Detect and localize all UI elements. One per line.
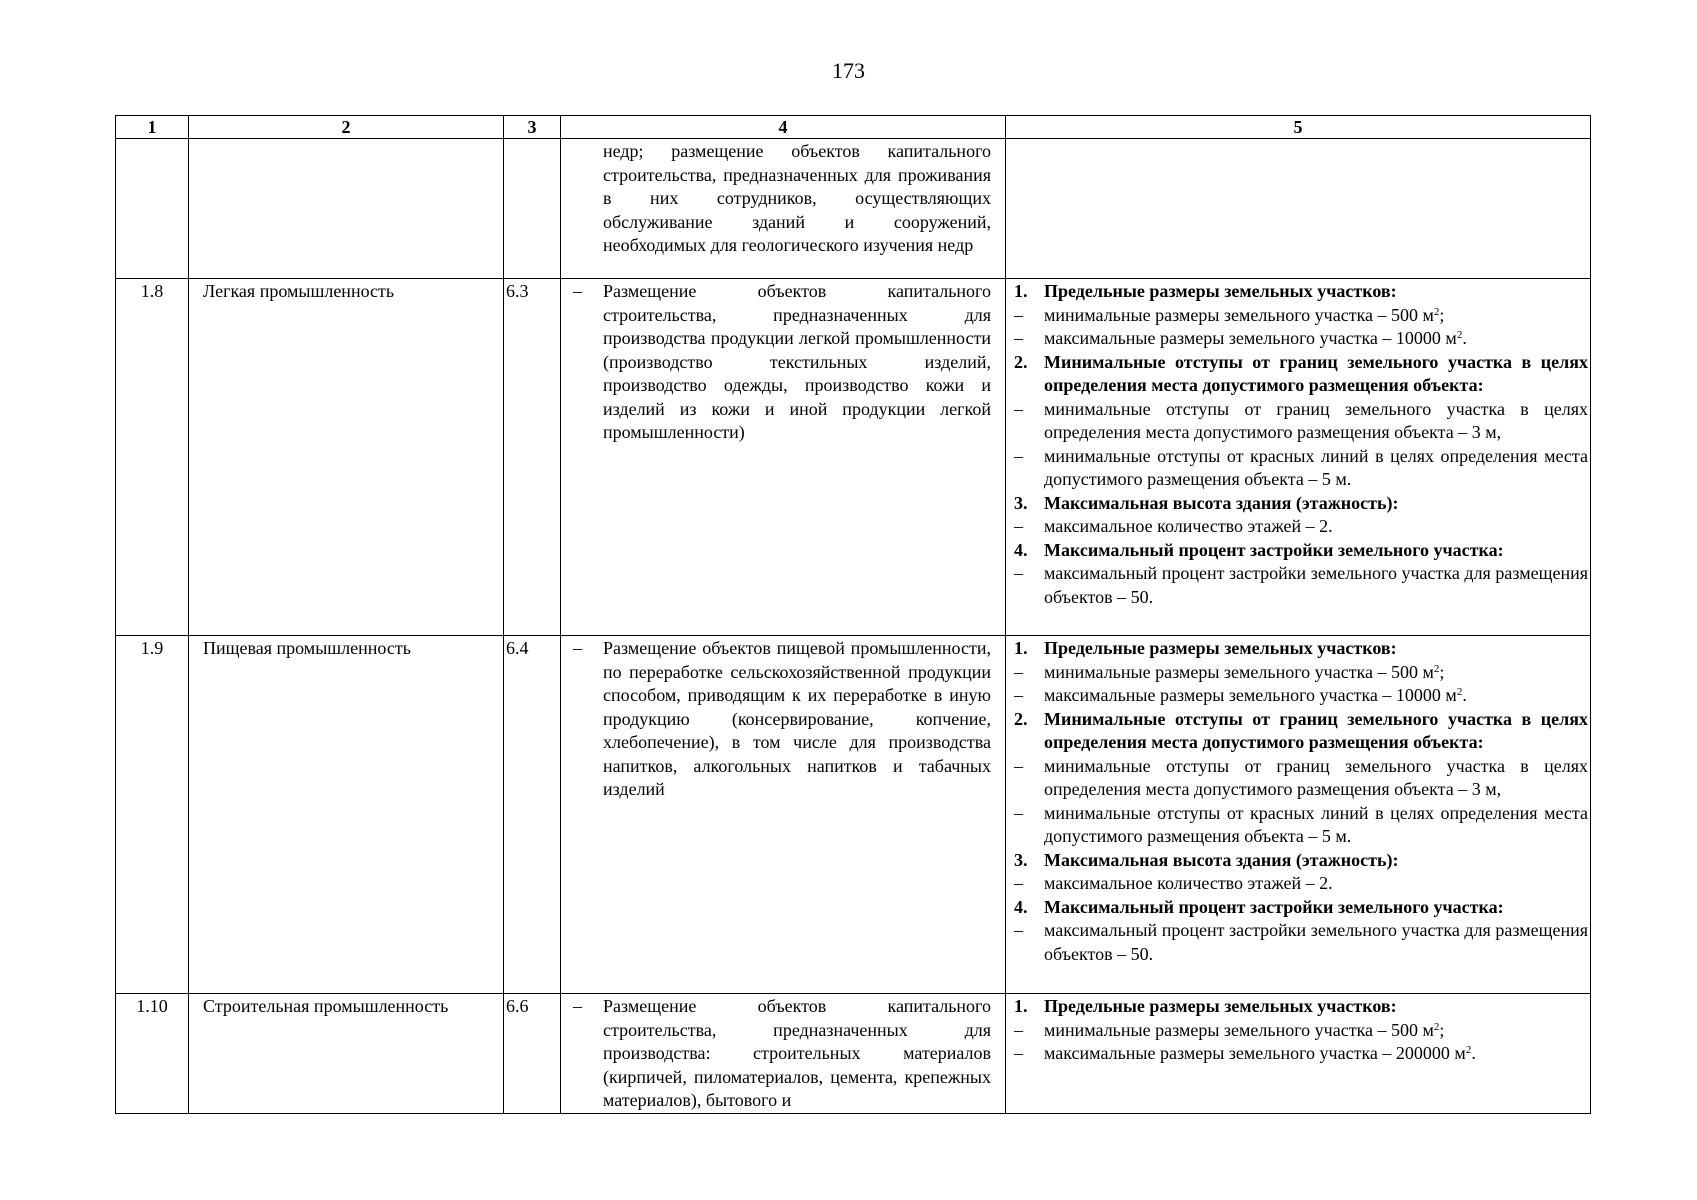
param-text: Предельные размеры земельных участков: xyxy=(1044,638,1397,658)
param-marker: – xyxy=(1014,685,1023,705)
param-marker: – xyxy=(1014,398,1023,419)
row-name: Пищевая промышленность xyxy=(203,638,411,658)
param-item xyxy=(1014,351,1588,398)
param-item xyxy=(1014,684,1588,708)
row-number: 1.8 xyxy=(140,281,164,301)
cont-name-cell xyxy=(189,139,504,279)
param-text: минимальные размеры земельного участка – 500 м xyxy=(1044,1019,1434,1040)
param-item xyxy=(1014,304,1588,328)
param-text: минимальные размеры земельного участка – 500 м xyxy=(1044,661,1434,682)
row-code-cell xyxy=(504,994,561,1114)
param-text: максимальное количество этажей – 2. xyxy=(1044,516,1333,536)
param-marker: 3. xyxy=(1014,492,1028,513)
param-text: Максимальный процент застройки земельного участка: xyxy=(1044,539,1504,560)
param-text: Минимальные отступы от границ земельного участка в целях определения места допустимого размещения объекта: xyxy=(1044,351,1588,395)
row-code-cell xyxy=(504,636,561,994)
param-item xyxy=(1014,802,1588,849)
header-col-4: 4 xyxy=(561,116,1006,139)
param-marker: – xyxy=(1014,661,1023,682)
param-text: Максимальный процент застройки земельного участка: xyxy=(1044,896,1504,917)
row-desc-cell xyxy=(561,994,1006,1114)
param-marker: 2. xyxy=(1014,351,1028,372)
param-marker: – xyxy=(1014,802,1023,823)
param-text: Минимальные отступы от границ земельного участка в целях определения места допустимого размещения объекта: xyxy=(1044,708,1588,752)
cont-params-cell xyxy=(1006,139,1591,279)
param-text: максимальное количество этажей – 2. xyxy=(1044,873,1333,893)
param-end: ; xyxy=(1439,304,1445,325)
param-text: максимальные размеры земельного участка – 10000 м xyxy=(1044,328,1457,348)
param-marker: 2. xyxy=(1014,708,1028,729)
param-text: Максимальная высота здания (этажность): xyxy=(1044,492,1399,513)
cont-code-cell xyxy=(504,139,561,279)
row-number-cell xyxy=(116,279,189,636)
continuation-row xyxy=(116,139,1591,279)
row-number: 1.10 xyxy=(136,996,168,1016)
param-marker: – xyxy=(1014,516,1023,536)
param-text: минимальные отступы от красных линий в целях определения места допустимого размещения объекта – 5 м. xyxy=(1044,445,1588,489)
zoning-table xyxy=(115,115,1591,1114)
param-item xyxy=(1014,637,1588,661)
row-code: 6.4 xyxy=(506,638,529,658)
param-marker: 1. xyxy=(1014,638,1028,658)
row-number-cell xyxy=(116,636,189,994)
param-text: минимальные отступы от красных линий в целях определения места допустимого размещения объекта – 5 м. xyxy=(1044,802,1588,846)
param-marker: – xyxy=(1014,755,1023,776)
row-name-cell xyxy=(189,279,504,636)
row-name-cell xyxy=(189,994,504,1114)
desc-dash: – xyxy=(573,281,582,301)
row-desc: Размещение объектов пищевой промышленности, по переработке сельскохозяйственной продукции способом, приводящим к их переработке в иную продукцию (консервирование, копчение, хлебопечение), в том числе для производства напитков, алкогольных напитков и табачных изделий xyxy=(603,638,991,799)
param-item xyxy=(1014,849,1588,873)
param-text: максимальный процент застройки земельного участка для размещения объектов – 50. xyxy=(1044,563,1588,607)
header-col-5: 5 xyxy=(1006,116,1591,139)
param-marker: 3. xyxy=(1014,849,1028,870)
param-item xyxy=(1014,1042,1588,1066)
param-item xyxy=(1014,492,1588,516)
param-superscript: 2 xyxy=(1456,329,1463,341)
row-desc: Размещение объектов капитального строительства, предназначенных для производства продукции легкой промышленности (производство текстильных изделий, производство одежды, производство кожи и изделий из кожи и иной продукции легкой промышленности) xyxy=(603,281,991,442)
param-item xyxy=(1014,515,1588,539)
param-item xyxy=(1014,539,1588,563)
header-col-2: 2 xyxy=(189,116,504,139)
param-item xyxy=(1014,995,1588,1019)
cont-num-cell xyxy=(116,139,189,279)
param-item xyxy=(1014,562,1588,609)
param-item xyxy=(1014,661,1588,685)
param-marker: – xyxy=(1014,920,1023,940)
param-text: Максимальная высота здания (этажность): xyxy=(1044,849,1399,870)
row-code: 6.3 xyxy=(506,281,529,301)
param-text: минимальные размеры земельного участка – 500 м xyxy=(1044,304,1434,325)
param-text: максимальные размеры земельного участка – 200000 м xyxy=(1044,1043,1466,1063)
param-marker: 1. xyxy=(1014,996,1028,1016)
param-text: максимальные размеры земельного участка – 10000 м xyxy=(1044,685,1457,705)
param-marker: – xyxy=(1014,1043,1023,1063)
param-item xyxy=(1014,708,1588,755)
param-item xyxy=(1014,755,1588,802)
param-end: ; xyxy=(1439,1019,1445,1040)
row-code-cell xyxy=(504,279,561,636)
row-name: Легкая промышленность xyxy=(203,281,395,301)
param-superscript: 2 xyxy=(1456,686,1463,698)
param-text: Предельные размеры земельных участков: xyxy=(1044,996,1397,1016)
header-col-1: 1 xyxy=(116,116,189,139)
row-params-cell xyxy=(1006,636,1591,994)
table-row xyxy=(116,636,1591,994)
param-text: минимальные отступы от границ земельного участка в целях определения места допустимого размещения объекта – 3 м, xyxy=(1044,398,1588,442)
row-code: 6.6 xyxy=(506,996,529,1016)
param-marker: – xyxy=(1014,563,1023,583)
row-desc-cell xyxy=(561,636,1006,994)
param-item xyxy=(1014,872,1588,896)
desc-dash: – xyxy=(573,996,582,1016)
param-item xyxy=(1014,327,1588,351)
param-marker: 1. xyxy=(1014,281,1028,301)
page-number: 173 xyxy=(832,58,865,83)
row-number-cell xyxy=(116,994,189,1114)
table-row xyxy=(116,279,1591,636)
param-item xyxy=(1014,1019,1588,1043)
param-marker: – xyxy=(1014,328,1023,348)
row-name: Строительная промышленность xyxy=(203,996,449,1016)
header-col-3: 3 xyxy=(504,116,561,139)
row-name-cell xyxy=(189,636,504,994)
param-item xyxy=(1014,280,1588,304)
param-superscript: 2 xyxy=(1433,305,1440,318)
param-superscript: 2 xyxy=(1433,1020,1440,1033)
param-end: . xyxy=(1471,1043,1476,1063)
param-marker: 4. xyxy=(1014,539,1028,560)
param-text: Предельные размеры земельных участков: xyxy=(1044,281,1397,301)
param-marker: 4. xyxy=(1014,896,1028,917)
param-marker: – xyxy=(1014,1019,1023,1040)
row-params-cell xyxy=(1006,279,1591,636)
param-item xyxy=(1014,896,1588,920)
param-text: максимальный процент застройки земельного участка для размещения объектов – 50. xyxy=(1044,920,1588,964)
param-item xyxy=(1014,919,1588,966)
param-end: ; xyxy=(1439,661,1445,682)
param-item xyxy=(1014,398,1588,445)
cont-desc-text: недр; размещение объектов капитального строительства, предназначенных для проживания в них сотрудников, осуществляющих обслуживание зданий и сооружений, необходимых для геологического изучения недр xyxy=(603,141,991,255)
table-row xyxy=(116,994,1591,1114)
param-marker: – xyxy=(1014,304,1023,325)
param-superscript: 2 xyxy=(1433,662,1440,675)
param-item xyxy=(1014,445,1588,492)
param-end: . xyxy=(1462,328,1467,348)
header-row xyxy=(116,116,1591,139)
param-superscript: 2 xyxy=(1465,1044,1472,1056)
param-marker: – xyxy=(1014,445,1023,466)
row-params-cell xyxy=(1006,994,1591,1114)
param-end: . xyxy=(1462,685,1467,705)
param-marker: – xyxy=(1014,873,1023,893)
param-text: минимальные отступы от границ земельного участка в целях определения места допустимого размещения объекта – 3 м, xyxy=(1044,755,1588,799)
cont-desc-cell xyxy=(561,139,1006,279)
row-number: 1.9 xyxy=(140,638,164,658)
row-desc: Размещение объектов капитального строительства, предназначенных для производства: строительных материалов (кирпичей, пиломатериалов, цемента, крепежных материалов), бытового и xyxy=(603,996,991,1110)
row-desc-cell xyxy=(561,279,1006,636)
desc-dash: – xyxy=(573,638,582,658)
